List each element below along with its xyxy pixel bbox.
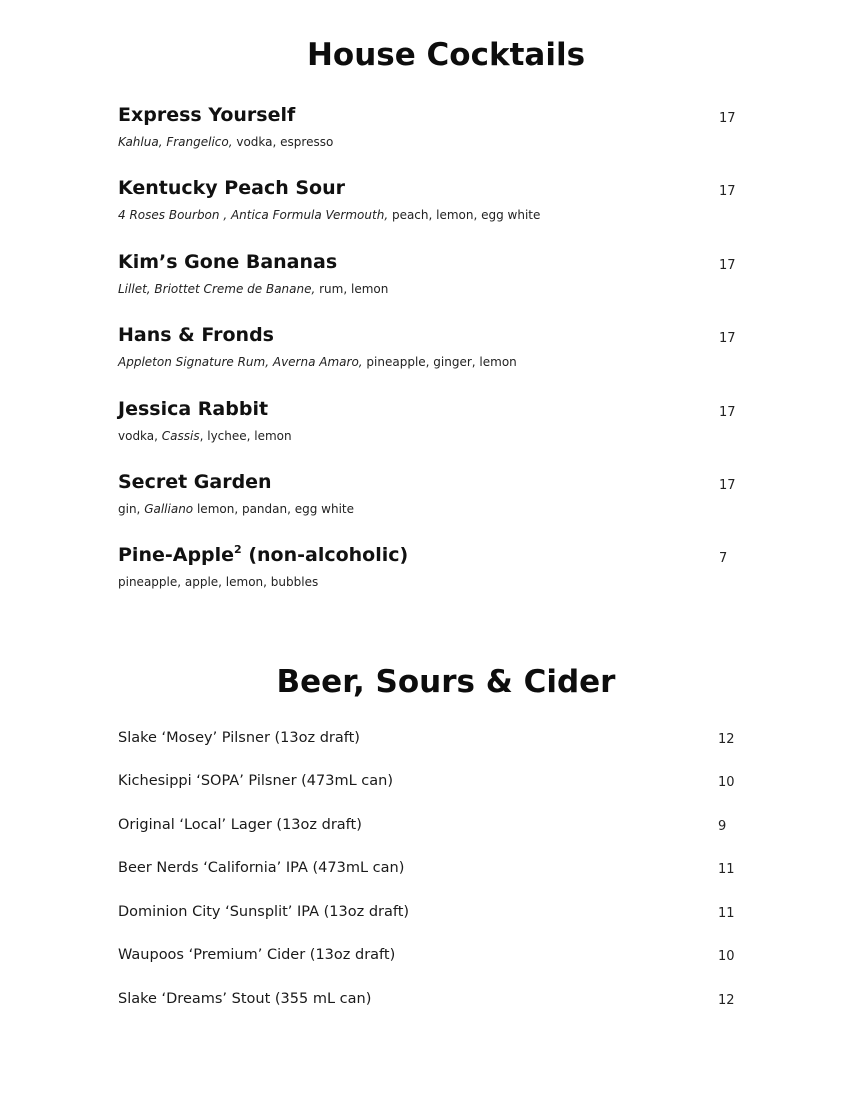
cocktail-item [118,324,738,369]
ingredient-plain: pineapple, ginger, lemon [362,355,517,369]
cocktail-ingredients [118,356,517,368]
beer-item: Waupoos ‘Premium’ Cider (13oz draft) [118,947,396,963]
ingredient-plain: pineapple, apple, lemon, bubbles [118,575,319,589]
cocktail-ingredients [118,283,388,295]
cocktail-item [118,543,738,589]
cocktail-ingredients [118,503,354,515]
cocktail-price: 17 [719,405,736,420]
section-title-beer: Beer, Sours & Cider [276,664,616,700]
cocktail-name: Kim’s Gone Bananas [118,251,338,273]
cocktail-name: Express Yourself [118,104,296,126]
beer-item: Dominion City ‘Sunsplit’ IPA (13oz draft) [118,904,410,920]
cocktail-name-suffix: (non-alcoholic) [241,544,409,566]
cocktail-ingredients [118,576,318,588]
cocktail-item [118,471,738,516]
beer-price: 11 [718,906,735,921]
cocktail-name: Secret Garden [118,471,272,493]
ingredient-italic: Kahlua, Frangelico, [118,135,233,149]
cocktail-price: 17 [719,111,736,126]
cocktail-name [118,543,738,566]
cocktail-item [118,398,738,443]
cocktail-ingredients [118,430,292,442]
beer-item: Kichesippi ‘SOPA’ Pilsner (473mL can) [118,773,393,789]
cocktail-item [118,177,738,222]
beer-item: Beer Nerds ‘California’ IPA (473mL can) [118,860,405,876]
cocktail-price: 17 [719,258,736,273]
ingredient-italic: 4 Roses Bourbon , Antica Formula Vermouth, [118,208,389,222]
beer-price: 12 [718,993,735,1008]
beer-price: 10 [718,949,735,964]
ingredient-plain: gin, [118,502,145,516]
ingredient-plain: peach, lemon, egg white [388,208,541,222]
cocktail-name: Hans & Fronds [118,324,274,346]
cocktail-item [118,104,738,149]
cocktail-name-superscript: 2 [234,543,242,556]
cocktail-price: 17 [719,184,736,199]
cocktail-name-text: Pine-Apple [118,544,235,566]
cocktail-price: 17 [719,478,736,493]
cocktail-ingredients [118,136,333,148]
section-title-cocktails: House Cocktails [306,37,586,73]
ingredient-italic: Galliano [144,502,194,516]
ingredient-plain: vodka, espresso [232,135,334,149]
beer-price: 10 [718,775,735,790]
beer-price: 11 [718,862,735,877]
ingredient-plain: vodka, [118,429,162,443]
ingredient-italic: Lillet, Briottet Creme de Banane, [118,282,316,296]
ingredient-plain: rum, lemon [315,282,389,296]
cocktail-name: Jessica Rabbit [118,398,269,420]
ingredient-italic: Appleton Signature Rum, Averna Amaro, [118,355,363,369]
cocktail-ingredients [118,209,540,221]
cocktail-item [118,251,738,296]
ingredient-italic: Cassis [161,429,200,443]
beer-item: Original ‘Local’ Lager (13oz draft) [118,817,362,833]
ingredient-plain: lemon, pandan, egg white [193,502,355,516]
cocktail-price: 7 [719,551,728,566]
cocktail-price: 17 [719,331,736,346]
ingredient-plain: , lychee, lemon [199,429,292,443]
beer-price: 9 [718,819,727,834]
cocktail-name: Kentucky Peach Sour [118,177,345,199]
beer-item: Slake ‘Dreams’ Stout (355 mL can) [118,991,372,1007]
beer-price: 12 [718,732,735,747]
beer-item: Slake ‘Mosey’ Pilsner (13oz draft) [118,730,360,746]
